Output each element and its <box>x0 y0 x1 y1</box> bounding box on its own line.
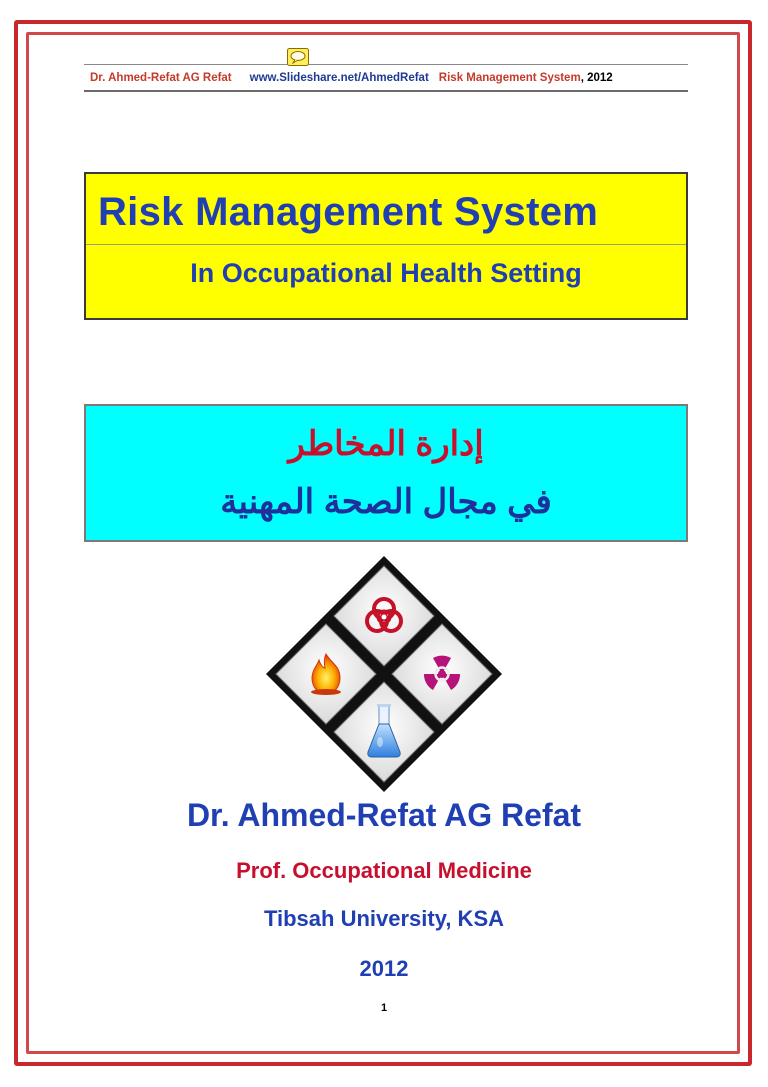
publication-year: 2012 <box>359 956 409 981</box>
header-year: , 2012 <box>580 71 613 84</box>
header-title-text: Risk Management System <box>438 71 581 84</box>
arabic-title: إدارة المخاطر <box>288 425 484 463</box>
page-number: 1 <box>380 1002 388 1014</box>
arabic-subtitle: في مجال الصحة المهنية <box>220 483 552 521</box>
author-university: Tibsah University, KSA <box>263 906 505 931</box>
hazard-diamond <box>266 556 502 792</box>
document-subtitle: In Occupational Health Setting <box>190 258 582 288</box>
author-name: Dr. Ahmed-Refat AG Refat <box>186 797 582 833</box>
document-title: Risk Management System <box>98 190 599 234</box>
header-author: Dr. Ahmed-Refat AG Refat <box>90 71 232 84</box>
arabic-title-box <box>84 404 688 542</box>
page-header <box>84 64 688 92</box>
author-position: Prof. Occupational Medicine <box>236 858 532 883</box>
header-url[interactable]: www.Slideshare.net/AhmedRefat <box>249 71 429 84</box>
header-title <box>439 72 613 84</box>
title-divider <box>86 244 686 245</box>
comment-icon[interactable] <box>287 48 309 66</box>
title-box <box>84 172 688 320</box>
